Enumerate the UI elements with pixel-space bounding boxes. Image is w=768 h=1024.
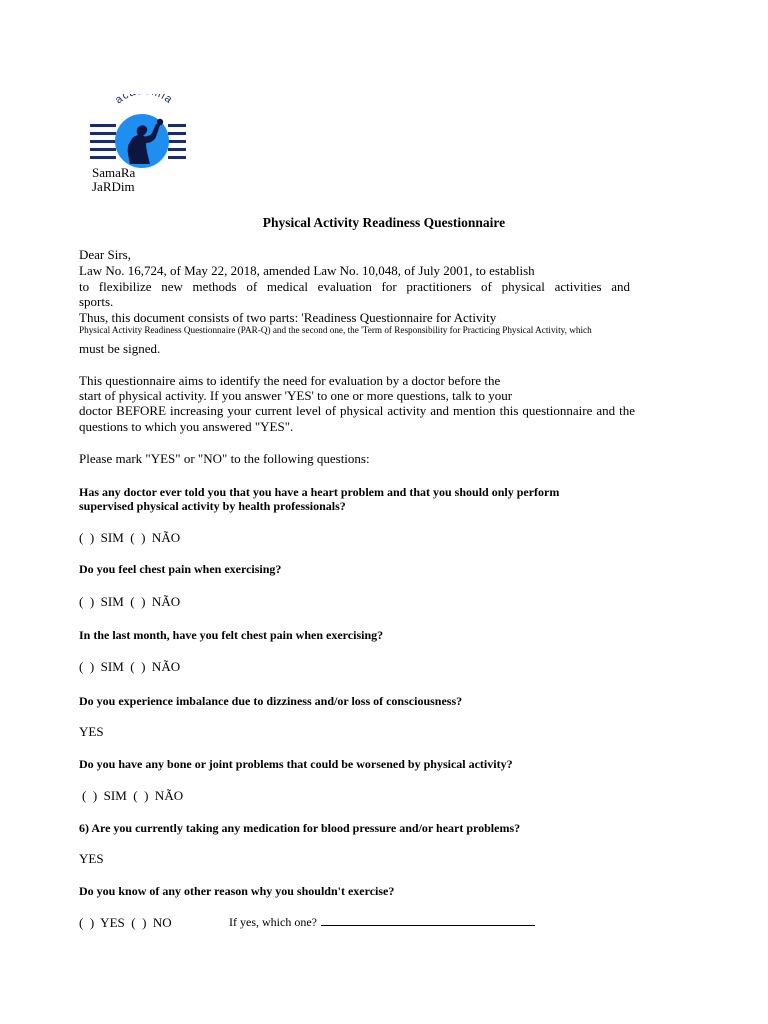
question-4: Do you experience imbalance due to dizziness and/or loss of consciousness?	[79, 694, 463, 708]
question-1-line-2: supervised physical activity by health professionals?	[79, 499, 346, 513]
question-2-answer[interactable]: ( ) SIM ( ) NÃO	[79, 594, 181, 609]
greeting: Dear Sirs,	[79, 247, 131, 262]
parts-line-3: must be signed.	[79, 341, 161, 356]
aim-line-3: doctor BEFORE increasing your current level of physical activity and mention this questionnaire and the	[79, 403, 635, 418]
question-2: Do you feel chest pain when exercising?	[79, 562, 282, 576]
followup-label: If yes, which one?	[229, 915, 317, 929]
logo-emblem-icon	[88, 94, 196, 174]
question-1-line-1: Has any doctor ever told you that you have a heart problem and that you should only perform	[79, 485, 560, 499]
aim-line-2: start of physical activity. If you answer 'YES' to one or more questions, talk to your	[79, 388, 513, 403]
question-5-answer[interactable]: ( ) SIM ( ) NÃO	[82, 788, 184, 803]
logo-line-2: JaRDim	[92, 179, 135, 194]
law-line-2: to flexibilize new methods of medical evaluation for practitioners of physical activities and	[79, 279, 630, 294]
instruction: Please mark "YES" or "NO" to the following questions:	[79, 451, 370, 466]
law-line-1: Law No. 16,724, of May 22, 2018, amended Law No. 10,048, of July 2001, to establish	[79, 263, 535, 278]
question-4-answer: YES	[79, 724, 104, 739]
question-5: Do you have any bone or joint problems that could be worsened by physical activity?	[79, 757, 513, 771]
law-line-3: sports.	[79, 294, 114, 309]
question-6-answer: YES	[79, 851, 104, 866]
logo-line-1: SamaRa	[92, 165, 136, 180]
document-title: Physical Activity Readiness Questionnaire	[262, 215, 506, 230]
aim-line-1: This questionnaire aims to identify the need for evaluation by a doctor before the	[79, 373, 501, 388]
aim-line-4: questions to which you answered "YES".	[79, 419, 294, 434]
parts-line-1: Thus, this document consists of two parts: 'Readiness Questionnaire for Activity	[79, 310, 497, 325]
question-6: 6) Are you currently taking any medication for blood pressure and/or heart problems?	[79, 821, 521, 835]
question-7-followup	[229, 914, 535, 930]
parts-line-small: Physical Activity Readiness Questionnaire (PAR-Q) and the second one, the 'Term of Responsibility for Practicing Physical Activity, which	[79, 325, 592, 335]
question-7: Do you know of any other reason why you shouldn't exercise?	[79, 884, 395, 898]
question-3-answer[interactable]: ( ) SIM ( ) NÃO	[79, 659, 181, 674]
question-7-answer[interactable]: ( ) YES ( ) NO	[79, 915, 172, 930]
followup-answer-line[interactable]	[321, 914, 535, 926]
question-3: In the last month, have you felt chest pain when exercising?	[79, 628, 384, 642]
academy-logo	[88, 94, 196, 202]
svg-text:academia: ac ia	[112, 94, 176, 107]
question-1-answer[interactable]: ( ) SIM ( ) NÃO	[79, 530, 181, 545]
